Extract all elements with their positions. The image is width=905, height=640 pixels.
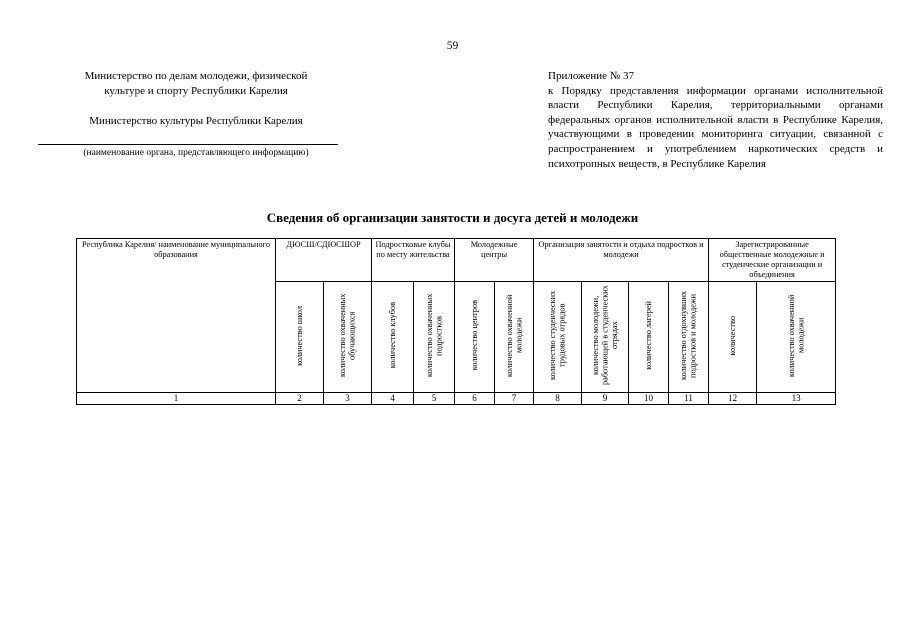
column-number: 5 — [414, 393, 455, 405]
column-number: 11 — [669, 393, 709, 405]
subheader-organizations-count: количество — [727, 315, 737, 356]
subheader-clubs-count: количество клубов — [387, 302, 397, 369]
page-number: 59 — [446, 40, 459, 52]
subheader-cell — [372, 282, 414, 393]
ministry-youth-sport-line1: Министерство по делам молодежи, физической — [84, 70, 308, 82]
table-header-registered-organizations: Зарегистрированные общественные молодежные и студенческие организации и объединения — [709, 239, 836, 282]
submitting-organization-block — [50, 69, 342, 160]
subheader-schools-count: количество школ — [294, 305, 304, 366]
subheader-cell — [276, 282, 324, 393]
table-header-youth-centers: Молодежные центры — [455, 239, 534, 282]
column-number: 4 — [372, 393, 414, 405]
subheader-cell — [629, 282, 669, 393]
appendix-block — [548, 69, 883, 171]
subheader-cell — [495, 282, 534, 393]
subheader-teens-covered: количество охваченных подростков — [424, 293, 443, 378]
employment-leisure-table — [76, 238, 836, 405]
table-group-header-row — [77, 239, 836, 282]
appendix-number: Приложение № 37 — [548, 70, 635, 82]
subheader-cell — [414, 282, 455, 393]
subheader-cell — [757, 282, 836, 393]
subheader-cell — [324, 282, 372, 393]
subheader-youth-in-squads: количество молодежи, работающей в студенческих отрядах — [590, 285, 619, 386]
subheader-centers-count: количество центров — [469, 300, 479, 371]
subheader-cell — [669, 282, 709, 393]
organization-caption: (наименование органа, представляющего информацию) — [83, 147, 309, 158]
organization-signature-line — [38, 144, 338, 145]
table-header-region: Республика Карелия/ наименование муниципального образования — [77, 239, 276, 393]
column-number: 2 — [276, 393, 324, 405]
subheader-students-covered: количество охваченных обучающихся — [338, 293, 357, 378]
table-header-employment-recreation: Организация занятости и отдыха подростков и молодежи — [534, 239, 709, 282]
subheader-cell — [455, 282, 495, 393]
subheader-student-squads-count: количество студенческих трудовых отрядов — [548, 290, 567, 381]
subheader-cell — [534, 282, 582, 393]
subheader-org-youth-covered: количество охваченной молодежи — [786, 294, 806, 377]
column-number: 3 — [324, 393, 372, 405]
column-number: 6 — [455, 393, 495, 405]
column-number: 1 — [77, 393, 276, 405]
ministry-youth-sport-line2: культуре и спорту Республики Карелия — [104, 84, 288, 97]
subheader-youth-covered: количество охваченной молодежи — [504, 294, 524, 377]
column-number: 9 — [582, 393, 629, 405]
appendix-text: к Порядку представления информации органами исполнительной власти Республики Карелия, территориальными органами федеральных органов исполнительной власти в Республике Карелия, участвующими в проведении мониторинга ситуации, связанной с распространением и употреблением наркотических средств и психотропных веществ, в Республике Карелия — [548, 84, 883, 170]
subheader-cell — [709, 282, 757, 393]
subheader-camps-count: количество лагерей — [643, 301, 653, 370]
table-header-sport-schools: ДЮСШ/СДЮСШОР — [276, 239, 372, 282]
table-header-teen-clubs: Подростковые клубы по месту жительства — [372, 239, 455, 282]
subheader-cell — [582, 282, 629, 393]
column-number: 13 — [757, 393, 836, 405]
subheader-rested-youth: количество отдохнувших подростков и молодежи — [679, 290, 698, 381]
column-number: 7 — [495, 393, 534, 405]
column-number: 10 — [629, 393, 669, 405]
column-number: 8 — [534, 393, 582, 405]
ministry-culture: Министерство культуры Республики Карелия — [89, 115, 303, 127]
table-column-numbers-row — [77, 393, 836, 405]
column-number: 12 — [709, 393, 757, 405]
document-title: Сведения об организации занятости и досуга детей и молодежи — [266, 210, 639, 225]
